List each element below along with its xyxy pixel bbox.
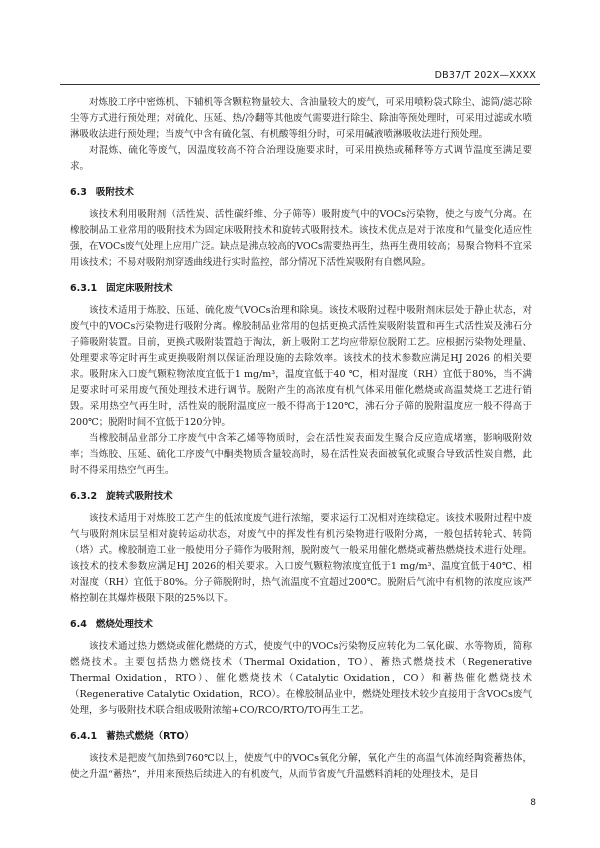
paragraph-rotary-adsorption: 该技术适用于对炼胶工艺产生的低浓度废气进行浓缩，要求运行工况相对连续稳定。该技术吸附过程中废气与吸附剂床层呈相对旋转运动状态，对废气中的挥发性有机污染物进行吸附分离，一般包括转轮式、转筒（塔）式。橡胶制造工业一般使用分子筛作为吸附剂，脱附废气一般采用催化燃烧或蓄热燃烧技术进行处理。该技术的技术参数应满足HJ 2026的相关要求。入口废气颗粒物浓度宜低于1 mg/m³、温度宜低于40℃、相对湿度（RH）宜低于80%。分子筛脱附时，热气流温度不宜超过200℃。脱附后气流中有机物的浓度应该严格控制在其爆炸极限下限的25%以下。 bbox=[70, 513, 532, 604]
section-number: 6.4.1 bbox=[70, 731, 98, 742]
section-heading-6-4-1 bbox=[70, 729, 532, 745]
header-rule bbox=[60, 84, 540, 85]
section-number: 6.3 bbox=[70, 187, 87, 198]
paragraph-rto: 该技术是把废气加热到760℃以上，使废气中的VOCs氧化分解，氧化产生的高温气体流经陶瓷蓄热体，使之升温“蓄热”，并用来预热后续进入的有机废气，从而节省废气升温燃料消耗的处理技术，是目 bbox=[70, 753, 532, 780]
section-heading-6-3-1 bbox=[70, 281, 532, 297]
section-heading-6-3 bbox=[70, 185, 532, 201]
paragraph-pretreatment-dust: 对炼胶工序中密炼机、下辅机等含颗粒物量较大、含油量较大的废气，可采用喷粉袋式除尘、滤筒/滤芯除尘等方式进行预处理；对硫化、压延、热/冷翻等其他废气需要进行除尘、除油等预处理时，可采用过滤或水喷淋吸收法进行预处理；当废气中含有硫化氢、有机酸等组分时，可采用碱液喷淋吸收法进行预处理。 bbox=[70, 97, 532, 140]
paragraph-fixed-bed-caution: 当橡胶制品业部分工序废气中含苯乙烯等物质时，会在活性炭表面发生聚合反应造成堵塞，影响吸附效率；当炼胶、压延、硫化工序废气中酮类物质含量较高时，易在活性炭表面被氧化或聚合导致活性炭自燃，此时不得采用热空气再生。 bbox=[70, 433, 532, 476]
section-title: 吸附技术 bbox=[95, 187, 134, 198]
section-heading-6-4 bbox=[70, 617, 532, 633]
section-title: 燃烧处理技术 bbox=[95, 619, 153, 630]
document-body bbox=[70, 95, 532, 783]
document-code: DB37/T 202X—XXXX bbox=[434, 70, 536, 81]
section-title: 蓄热式燃烧（RTO） bbox=[106, 731, 195, 742]
section-title: 固定床吸附技术 bbox=[106, 283, 173, 294]
section-heading-6-3-2 bbox=[70, 489, 532, 505]
section-number: 6.3.2 bbox=[70, 491, 98, 502]
page-number: 8 bbox=[530, 798, 536, 808]
paragraph-fixed-bed: 该技术适用于炼胶、压延、硫化废气VOCs治理和除臭。该技术吸附过程中吸附剂床层处于静止状态，对废气中的VOCs污染物进行吸附分离。橡胶制品业常用的包括更换式活性炭吸附装置和再生式活性炭及沸石分子筛吸附装置。目前，更换式吸附装置趋于淘汰，新上吸附工艺均应带原位脱附工艺。应根据污染物处理量、处理要求等定时再生或更换吸附剂以保证治理设施的去除效率。该技术的技术参数应满足HJ 2026 的相关要求。吸附床入口废气颗粒物浓度宜低于1 mg/m³，温度宜低于40 ℃，相对湿度（RH）宜低于80%，当不满足要求时可采用废气预处理技术进行调节。脱附产生的高浓度有机气体采用催化燃烧或高温焚烧工艺进行销毁。采用热空气再生时，活性炭的脱附温度应一般不得高于120℃，沸石分子筛的脱附温度应一般不得高于200℃；脱附时间不宜低于120分钟。 bbox=[70, 305, 532, 428]
paragraph-pretreatment-temperature: 对混炼、硫化等废气，因温度较高不符合治理设施要求时，可采用换热或稀释等方式调节温度至满足要求。 bbox=[70, 145, 532, 172]
paragraph-adsorption-overview: 该技术利用吸附剂（活性炭、活性碳纤维、分子筛等）吸附废气中的VOCs污染物，使之与废气分离。在橡胶制品工业常用的吸附技术为固定床吸附技术和旋转式吸附技术。该技术优点是对于浓度和气量变化适应性强，在VOCs废气处理上应用广泛。缺点是沸点较高的VOCs需要热再生，热再生费用较高；易聚合物料不宜采用该技术；不易对吸附剂穿透曲线进行实时监控，部分情况下活性炭吸附有自燃风险。 bbox=[70, 209, 532, 268]
section-number: 6.3.1 bbox=[70, 283, 98, 294]
section-number: 6.4 bbox=[70, 619, 87, 630]
section-title: 旋转式吸附技术 bbox=[106, 491, 173, 502]
paragraph-combustion-overview: 该技术通过热力燃烧或催化燃烧的方式，使废气中的VOCs污染物反应转化为二氧化碳、水等物质，简称燃烧技术。主要包括热力燃烧技术（Thermal Oxidation，TO）、蓄热式燃烧技术（Regenerative Thermal Oxidation，RTO）、催化燃烧技术（Catalytic Oxidation，CO）和蓄热催化燃烧技术（Regenerative Catalytic Oxidation，RCO）。在橡胶制品业中，燃烧处理技术较少直接用于含VOCs废气处理，多与吸附技术联合组成吸附浓缩+CO/RCO/RTO/TO再生工艺。 bbox=[70, 641, 532, 716]
